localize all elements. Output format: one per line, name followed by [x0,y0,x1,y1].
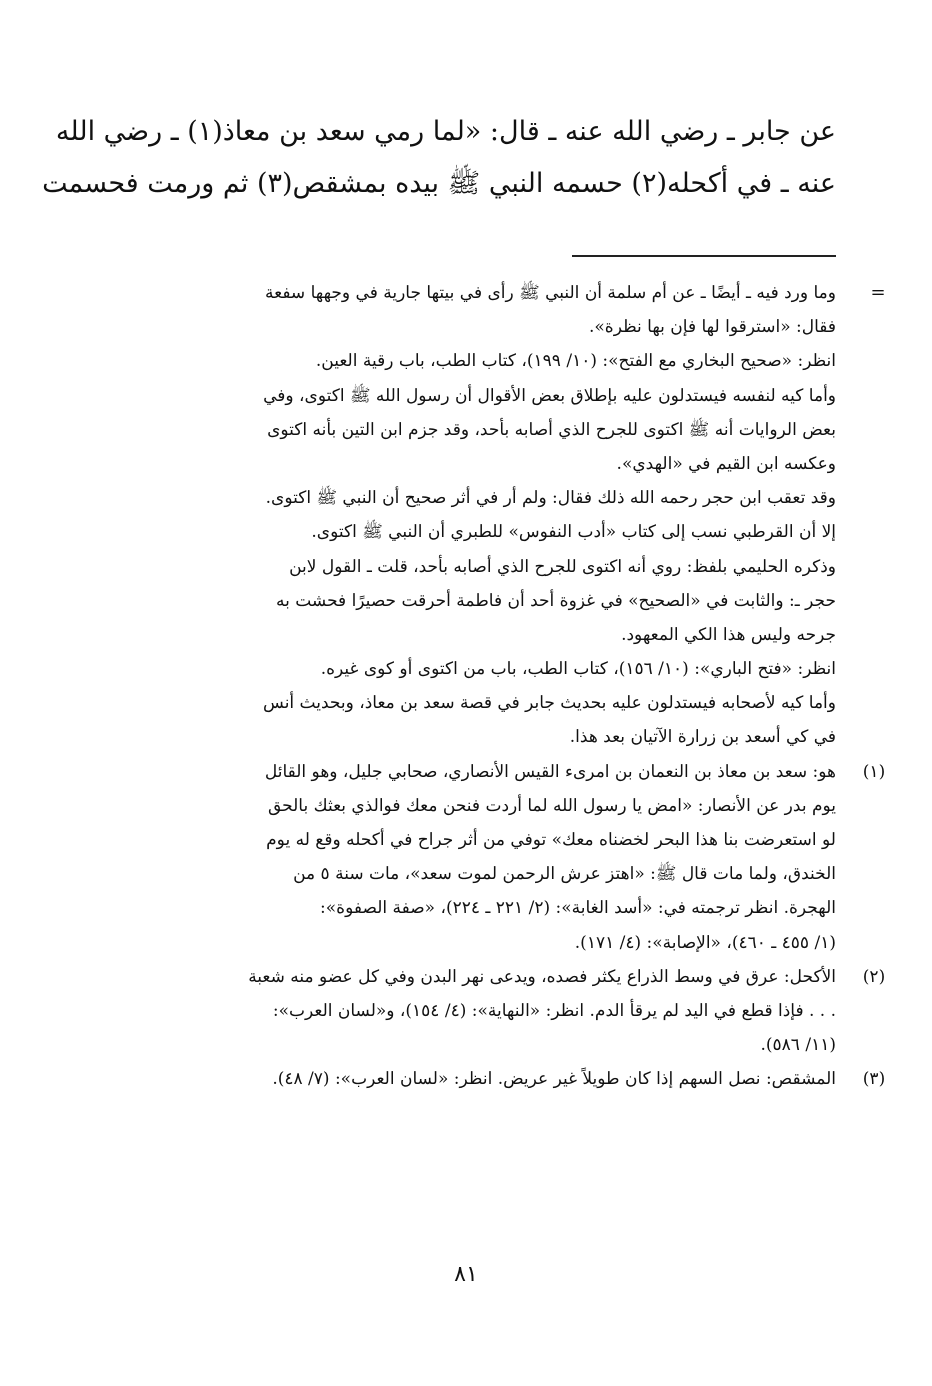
note-line: وما ورد فيه ـ أيضًا ـ عن أم سلمة أن النبي ﷺ رأى في بيتها جارية في وجهها سفعة [265,283,836,303]
main-text-line: عن جابر ـ رضي الله عنه ـ قال: «لما رمي سعد بن معاذ(١) ـ رضي الله [55,116,836,147]
note-line: (١١/ ٥٨٦). [760,1035,836,1056]
note-line: جرحه وليس هذا الكي المعهود. [621,624,836,645]
footnote-number: (٢) [862,966,886,987]
note-line: وقد تعقب ابن حجر رحمه الله ذلك فقال: ولم أر في أثر صحيح أن النبي ﷺ اكتوى. [265,488,836,509]
note-line: وذكره الحليمي بلفظ: روي أنه اكتوى للجرح الذي أصابه بأحد، قلت ـ القول لابن [289,556,836,577]
note-line: انظر: «فتح الباري»: (١٠/ ١٥٦)، كتاب الطب، باب من اكتوى أو كوى غيره. [320,659,836,680]
note-line: لو استعرضت بنا هذا البحر لخضناه معك» توفي من أثر جراح في أكحله وقع له يوم [266,830,836,850]
note-line: الأكحل: عرق في وسط الذراع يكثر فصده، ويدعى نهر البدن وفي كل عضو منه شعبة [248,966,836,987]
note-line: في كي أسعد بن زرارة الآتيان بعد هذا. [569,727,836,748]
note-line: انظر: «صحيح البخاري مع الفتح»: (١٠/ ١٩٩)، كتاب الطب، باب رقية العين. [315,351,836,372]
footnote-divider [572,255,836,257]
note-line: إلا أن القرطبي نسب إلى كتاب «أدب النفوس» للطبري أن النبي ﷺ اكتوى. [311,522,836,543]
note-line: وعكسه ابن القيم في «الهدي». [616,453,836,474]
footnote-number: (١) [862,761,886,782]
main-text-line: عنه ـ في أكحله(٢) حسمه النبي ﷺ بيده بمشقص(٣) ثم ورمت فحسمت [42,168,836,199]
note-line: هو: سعد بن معاذ بن النعمان بن امرىء القيس الأنصاري، صحابي جليل، وهو القائل [264,761,836,782]
note-line: المشقص: نصل السهم إذا كان طويلاً غير عريض. انظر: «لسان العرب»: (٧/ ٤٨). [272,1069,836,1090]
note-line: الخندق، ولما مات قال ﷺ: «اهتز عرش الرحمن لموت سعد»، مات سنة ٥ من [293,864,836,885]
note-line: الهجرة. انظر ترجمته في: «أسد الغابة»: (٢/ ٢٢١ ـ ٢٢٤)، «صفة الصفوة»: [320,898,836,919]
footnotes-section [91,276,886,1097]
footnote-3 [91,1062,886,1096]
note-line: فقال: «استرقوا لها فإن بها نظرة». [588,317,836,338]
note-line: . . . فإذا قطع في اليد لم يرقأ الدم. انظر: «النهاية»: (٤/ ١٥٤)، و«لسان العرب»: [272,1000,836,1021]
note-line: وأما كيه لنفسه فيستدلون عليه بإطلاق بعض الأقوال أن رسول الله ﷺ اكتوى، وفي [263,385,836,406]
continued-note [91,276,886,755]
note-line: (١/ ٤٥٥ ـ ٤٦٠)، «الإصابة»: (٤/ ١٧١). [574,932,836,953]
footnote-2 [91,960,886,1063]
note-line: حجر ـ: والثابت في «الصحيح» في غزوة أحد أن فاطمة أحرقت حصيرًا فحشت به [275,590,836,611]
footnote-1 [91,755,886,960]
continuation-mark: = [870,282,886,303]
main-text [42,106,836,210]
note-line: بعض الروايات أنه ﷺ اكتوى للجرح الذي أصابه بأحد، وقد جزم ابن التين بأنه اكتوى [267,419,836,440]
page-number: ٨١ [454,1262,478,1287]
note-line: يوم بدر عن الأنصار: «امض يا رسول الله لما أردت فنحن معك فوالذي بعثك بالحق [267,795,836,816]
note-line: وأما كيه لأصحابه فيستدلون عليه بحديث جابر في قصة سعد بن معاذ، وبحديث أنس [263,693,836,714]
footnote-number: (٣) [862,1069,886,1090]
